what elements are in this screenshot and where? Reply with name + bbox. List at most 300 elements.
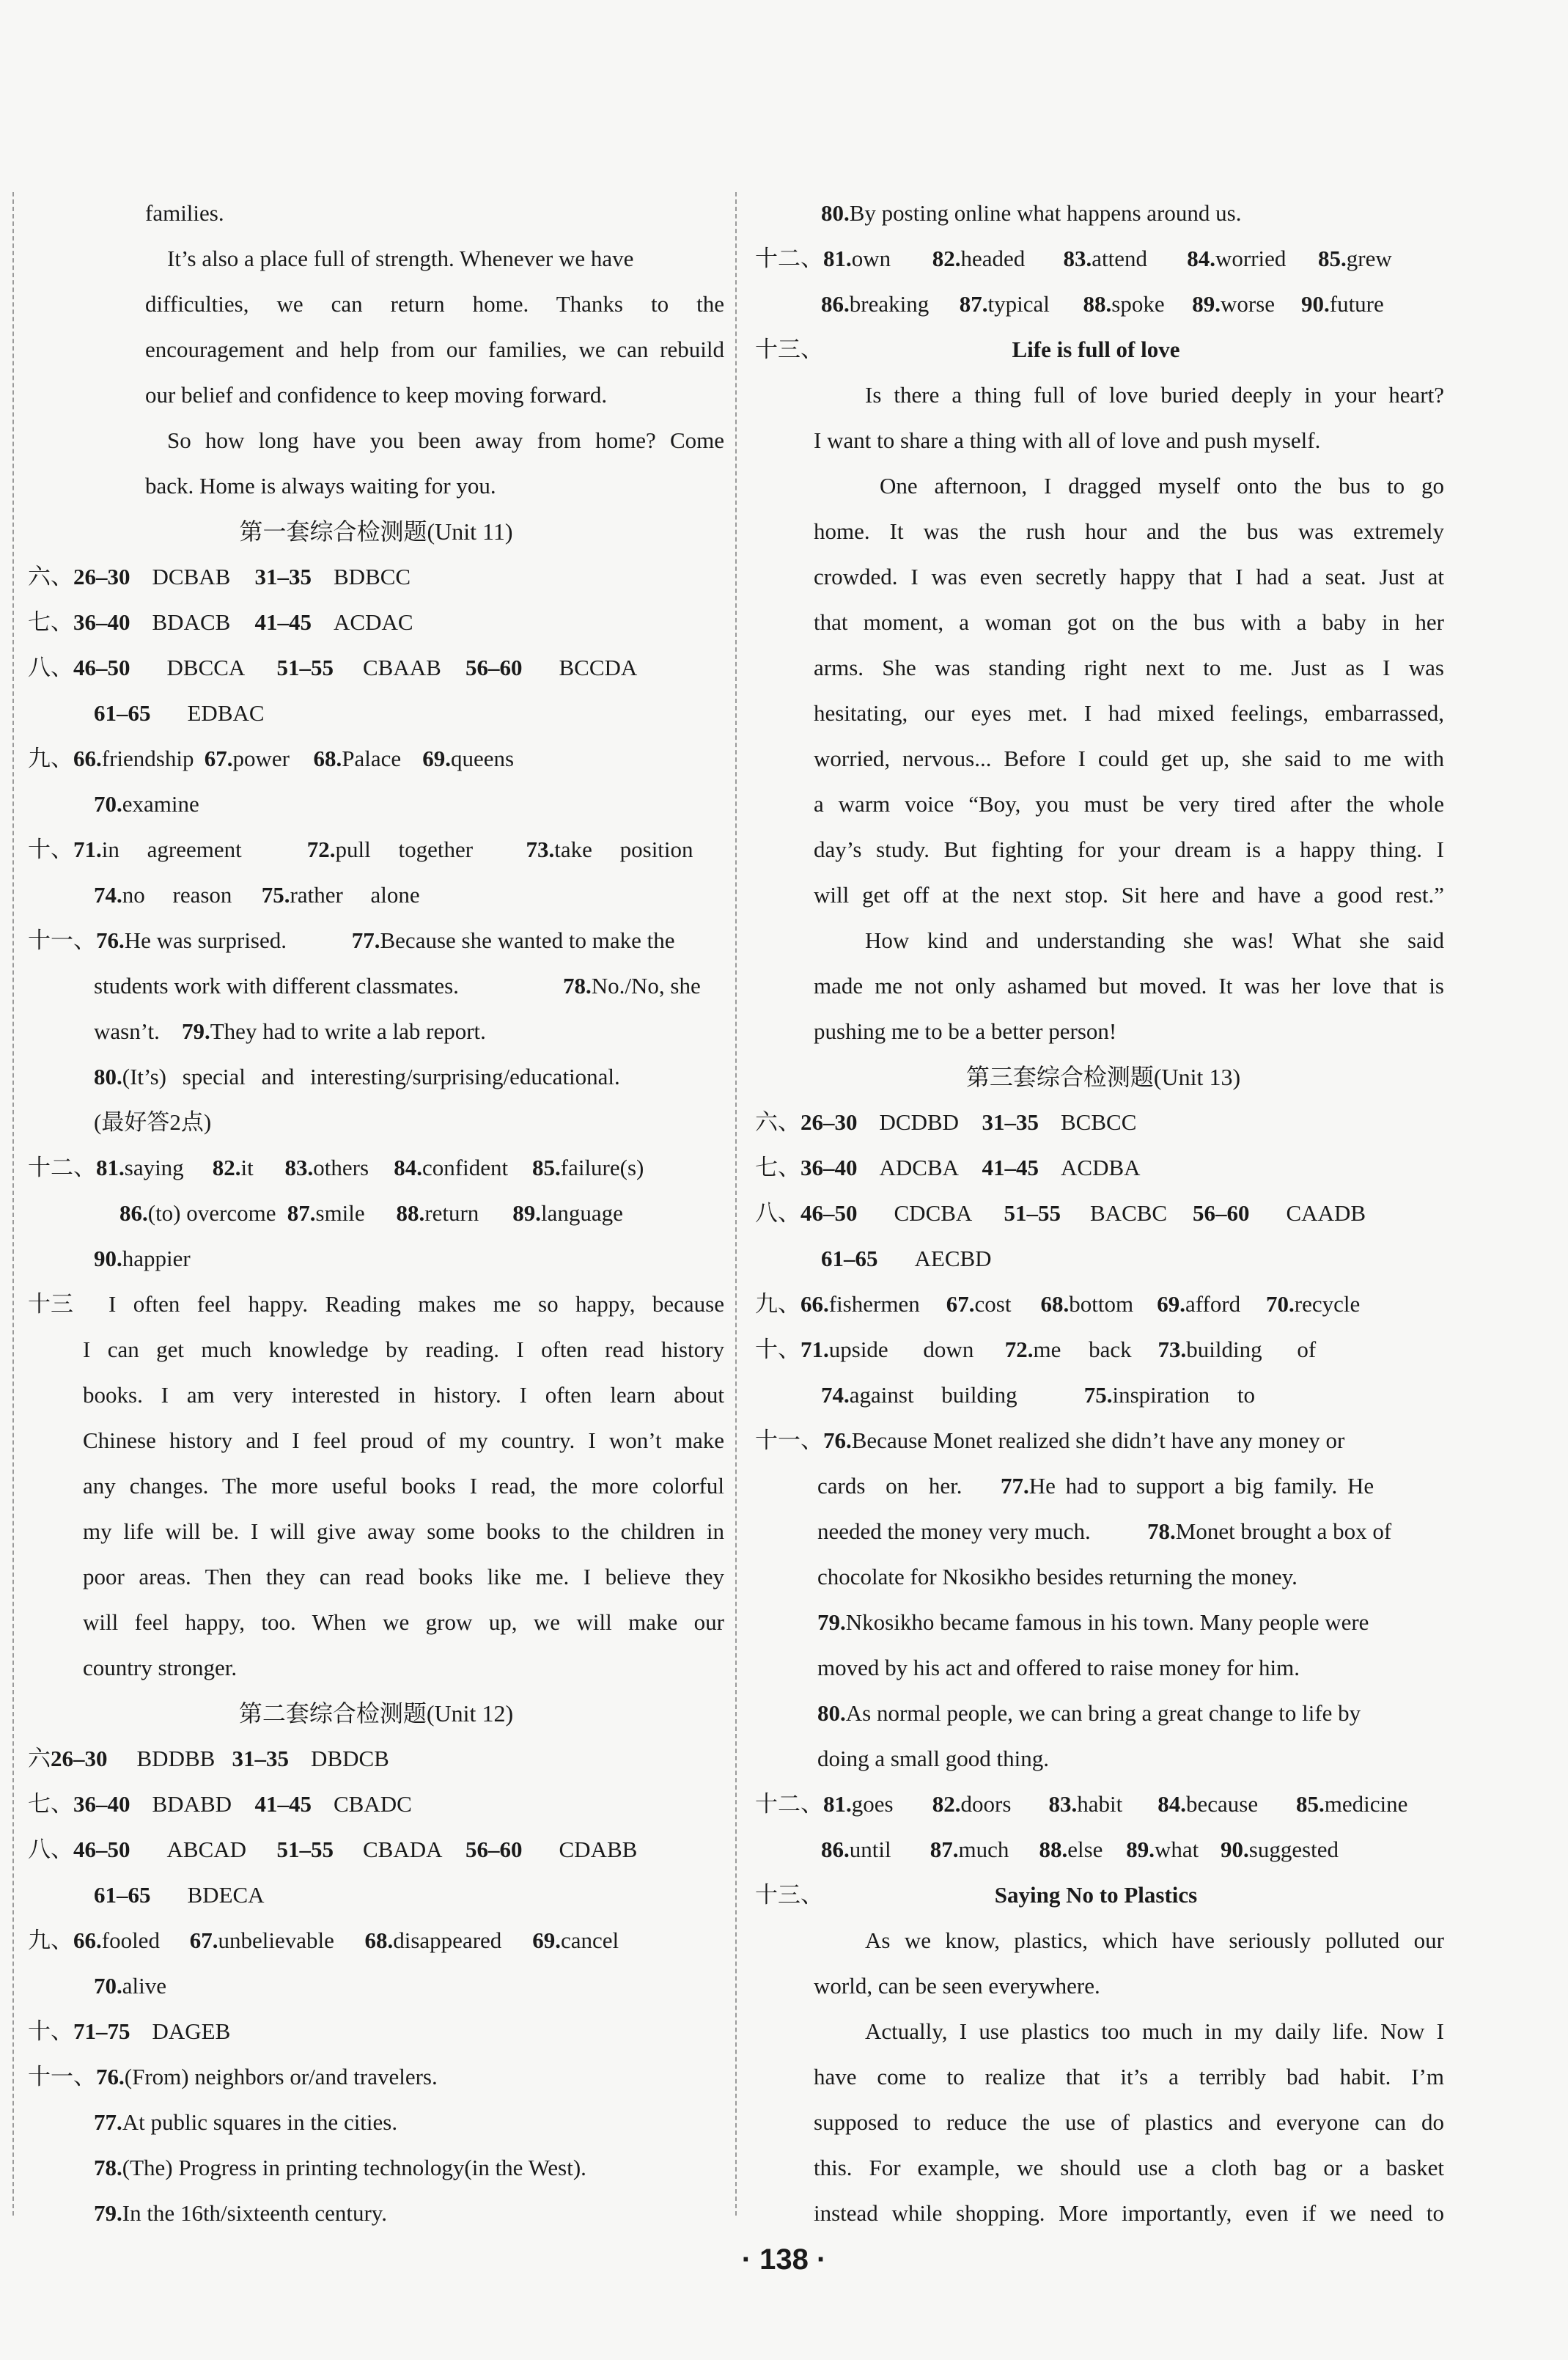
answer-text: attend	[1092, 246, 1147, 271]
item-number: 71.	[800, 1337, 829, 1362]
item-number: 88.	[396, 1200, 425, 1226]
item-number: 84.	[1187, 246, 1215, 271]
item-number: 69.	[532, 1927, 561, 1953]
answer-value: BCBCC	[1061, 1109, 1137, 1135]
answer-text: headed	[960, 246, 1026, 271]
answer-text: Monet brought a box of	[1175, 1518, 1392, 1544]
answer-value: CBADA	[363, 1837, 443, 1862]
item-number: 78.	[563, 973, 592, 999]
item-number: 84.	[394, 1155, 422, 1180]
answer-value: BDBCC	[334, 564, 411, 589]
answer-text: (From) neighbors or/and travelers.	[124, 2064, 438, 2089]
test3-section-6	[755, 1100, 1451, 1145]
test2-section-11-line	[28, 2100, 724, 2145]
test2-answer-80	[755, 191, 1451, 236]
section-mark: 十一、	[755, 1427, 823, 1453]
range-label: 41–45	[254, 1791, 312, 1817]
range-label: 46–50	[73, 1837, 130, 1862]
answer-value: BDECA	[187, 1882, 265, 1908]
section-mark: 九、	[755, 1291, 800, 1317]
item-number: 85.	[532, 1155, 561, 1180]
answer-text: confident	[422, 1155, 509, 1180]
answer-text: worried	[1215, 246, 1287, 271]
test3-section-11-line	[755, 1600, 1451, 1645]
answer-value: DBCCA	[166, 655, 246, 680]
test1-section-7	[28, 600, 724, 645]
answer-text: spoke	[1111, 291, 1165, 317]
essay-title: Saying No to Plastics	[994, 1882, 1198, 1908]
essay-line: arms. She was standing right next to me. Just as I was	[814, 655, 1444, 680]
answer-text: upside down	[828, 1337, 974, 1362]
item-number: 78.	[1147, 1518, 1176, 1544]
essay-line: will feel happy, too. When we grow up, we will make our	[83, 1609, 724, 1635]
range-label: 31–35	[982, 1109, 1039, 1135]
test1-title: 第一套综合检测题(Unit 11)	[239, 518, 513, 545]
answer-text: typical	[987, 291, 1050, 317]
answer-value: DBDCB	[311, 1746, 389, 1771]
answer-text: cost	[974, 1291, 1012, 1317]
answer-value: ACDAC	[334, 609, 413, 635]
essay-line: supposed to reduce the use of plastics and everyone can do	[814, 2109, 1444, 2135]
test1-section-12	[28, 1145, 724, 1191]
item-number: 70.	[94, 1973, 122, 1999]
section-mark: 九、	[28, 1927, 73, 1953]
answer-text: They had to write a lab report.	[210, 1018, 486, 1044]
essay-line: crowded. I was even secretly happy that I had a seat. Just at	[814, 564, 1444, 589]
answer-text: no reason	[122, 882, 232, 908]
section-mark: 七、	[755, 1155, 800, 1180]
section-mark: 八、	[28, 655, 73, 680]
essay-line: pushing me to be a better person!	[814, 1018, 1117, 1044]
essay-line: encouragement and help from our families, we can rebuild	[145, 337, 724, 362]
item-number: 77.	[94, 2109, 122, 2135]
item-number: 90.	[1221, 1837, 1249, 1862]
range-label: 36–40	[73, 1791, 130, 1817]
item-number: 74.	[94, 882, 122, 908]
answer-text: He was surprised.	[124, 927, 287, 953]
test1-section-11-line	[28, 1054, 724, 1100]
range-label: 61–65	[821, 1246, 878, 1271]
item-number: 79.	[817, 1609, 846, 1635]
answer-text: needed the money very much.	[817, 1518, 1091, 1544]
essay-line: my life will be. I will give away some books to the children in	[83, 1518, 724, 1544]
test3-section-11-line: moved by his act and offered to raise money for him.	[817, 1655, 1300, 1680]
answer-text: saying	[124, 1155, 184, 1180]
test3-section-7	[755, 1145, 1451, 1191]
item-number: 73.	[1157, 1337, 1187, 1362]
test2-section-10	[28, 2009, 724, 2054]
range-label: 41–45	[982, 1155, 1039, 1180]
answer-value: CDABB	[559, 1837, 638, 1862]
test3-section-11-line: doing a small good thing.	[817, 1746, 1050, 1771]
essay-line: that moment, a woman got on the bus with a baby in her	[814, 609, 1444, 635]
answer-text: until	[849, 1837, 891, 1862]
test2-section-11-line	[28, 2145, 724, 2191]
test3-section-10-cont	[755, 1372, 1451, 1418]
test1-section-12-cont	[28, 1236, 724, 1282]
item-number: 81.	[823, 246, 852, 271]
essay-line: Is there a thing full of love buried deeply in your heart?	[865, 382, 1444, 408]
test1-section-10	[28, 827, 724, 872]
essay-line: How kind and understanding she was! What she said	[865, 927, 1444, 953]
item-number: 67.	[189, 1927, 218, 1953]
answer-text: He had to support a big family. He	[1028, 1473, 1374, 1499]
answer-value: CBAAB	[363, 655, 441, 680]
test3-section-12	[755, 1782, 1451, 1827]
test1-section-11	[28, 918, 724, 963]
answer-value: BDDBB	[136, 1746, 216, 1771]
essay-line: books. I am very interested in history. I often learn about	[83, 1382, 724, 1408]
section-mark: 十、	[755, 1337, 800, 1362]
test1-section-10-cont	[28, 872, 724, 918]
answer-value: ADCBA	[879, 1155, 960, 1180]
answer-text: failure(s)	[560, 1155, 644, 1180]
answer-text: bottom	[1069, 1291, 1134, 1317]
item-number: 71.	[73, 837, 102, 862]
test1-section-8	[28, 645, 724, 691]
section-mark: 十一、	[28, 927, 96, 953]
answer-text: I often feel happy. Reading makes me so happy, because	[108, 1291, 724, 1317]
answer-text: in agreement	[101, 837, 242, 862]
section-mark: 十二、	[755, 246, 823, 271]
test1-section-11-line	[28, 963, 724, 1009]
range-label: 56–60	[465, 655, 523, 680]
item-number: 72.	[1004, 1337, 1034, 1362]
range-label: 61–65	[94, 1882, 151, 1908]
answer-text: friendship	[101, 746, 194, 771]
item-number: 80.	[821, 200, 850, 226]
answer-text: building of	[1186, 1337, 1317, 1362]
answer-text: cancel	[561, 1927, 619, 1953]
essay-line: world, can be seen everywhere.	[814, 1973, 1100, 1999]
answer-text: fooled	[101, 1927, 160, 1953]
range-label: 36–40	[73, 609, 130, 635]
answer-text: cards on her.	[817, 1473, 962, 1499]
item-number: 79.	[182, 1018, 210, 1044]
essay-line: will get off at the next stop. Sit here and have a good rest.”	[814, 882, 1444, 908]
item-number: 87.	[930, 1837, 959, 1862]
answer-value: DCDBD	[879, 1109, 960, 1135]
range-label: 56–60	[465, 1837, 523, 1862]
section-mark: 七、	[28, 609, 73, 635]
item-number: 88.	[1039, 1837, 1068, 1862]
answer-text: recycle	[1294, 1291, 1361, 1317]
test3-section-11-line	[755, 1463, 1451, 1509]
answer-text: grew	[1346, 246, 1392, 271]
item-number: 70.	[94, 791, 122, 817]
item-number: 84.	[1157, 1791, 1186, 1817]
section-mark: 十二、	[28, 1155, 96, 1180]
essay-line: One afternoon, I dragged myself onto the bus to go	[880, 473, 1444, 499]
section-mark: 六、	[755, 1109, 800, 1135]
item-number: 66.	[73, 1927, 102, 1953]
answer-text: medicine	[1324, 1791, 1408, 1817]
answer-text: unbelievable	[218, 1927, 334, 1953]
center-dashed-rule	[735, 192, 737, 2216]
item-number: 76.	[96, 2064, 125, 2089]
answer-text: against building	[849, 1382, 1017, 1408]
item-number: 69.	[422, 746, 451, 771]
item-number: 76.	[96, 927, 125, 953]
answer-text: worse	[1221, 291, 1276, 317]
answer-text: else	[1067, 1837, 1103, 1862]
item-number: 77.	[1001, 1473, 1029, 1499]
test2-section-8-cont	[28, 1872, 724, 1918]
item-number: 75.	[1083, 1382, 1113, 1408]
test1-section-12-cont	[28, 1191, 724, 1236]
item-number: 83.	[1063, 246, 1092, 271]
range-label: 56–60	[1193, 1200, 1250, 1226]
answer-text: alive	[122, 1973, 166, 1999]
answer-value: CBADC	[334, 1791, 412, 1817]
test3-section-12-cont	[755, 1827, 1451, 1872]
answer-value: ACDBA	[1061, 1155, 1141, 1180]
range-label: 71–75	[73, 2018, 130, 2044]
answer-text: fishermen	[828, 1291, 920, 1317]
essay-line: I can get much knowledge by reading. I often read history	[83, 1337, 724, 1362]
item-number: 81.	[96, 1155, 125, 1180]
section-mark: 十、	[28, 2018, 73, 2044]
essay-line: home. It was the rush hour and the bus was extremely	[814, 518, 1444, 544]
item-number: 87.	[287, 1200, 316, 1226]
answer-text: suggested	[1248, 1837, 1339, 1862]
section-mark: 十、	[28, 837, 73, 862]
item-number: 77.	[351, 927, 380, 953]
item-number: 88.	[1083, 291, 1112, 317]
item-number: 86.	[119, 1200, 148, 1226]
item-number: 73.	[526, 837, 555, 862]
answer-value: BCCDA	[559, 655, 638, 680]
essay-line: instead while shopping. More importantly, even if we need to	[814, 2200, 1444, 2226]
item-number: 75.	[261, 882, 290, 908]
section-mark: 六、	[28, 564, 73, 589]
essay-line: difficulties, we can return home. Thanks to the	[145, 291, 724, 317]
essay-line: our belief and confidence to keep moving forward.	[145, 382, 608, 408]
range-label: 31–35	[254, 564, 312, 589]
test3-section-8	[755, 1191, 1451, 1236]
test2-section-9	[28, 1918, 724, 1963]
item-number: 83.	[284, 1155, 314, 1180]
answer-text: inspiration to	[1112, 1382, 1255, 1408]
answer-text: Because Monet realized she didn’t have any money or	[851, 1427, 1345, 1453]
item-number: 70.	[1266, 1291, 1295, 1317]
test1-section-11-line	[28, 1009, 724, 1054]
range-label: 26–30	[800, 1109, 858, 1135]
essay-line: families.	[145, 200, 224, 226]
item-number: 90.	[94, 1246, 122, 1271]
item-number: 67.	[204, 746, 233, 771]
test2-section-11-line	[28, 2191, 724, 2236]
answer-text: take position	[554, 837, 693, 862]
item-number: 86.	[821, 1837, 850, 1862]
test3-essay-heading	[755, 1872, 1451, 1918]
section-mark: 十三	[28, 1291, 73, 1317]
item-number: 68.	[1040, 1291, 1070, 1317]
test1-section-11-note: (最好答2点)	[94, 1109, 212, 1135]
section-mark: 九、	[28, 746, 73, 771]
answer-value: DCBAB	[152, 564, 231, 589]
answer-text: habit	[1077, 1791, 1123, 1817]
answer-text: (The) Progress in printing technology(in the West).	[122, 2155, 586, 2180]
answer-text: return	[424, 1200, 479, 1226]
answer-text: (to) overcome	[147, 1200, 276, 1226]
answer-text: others	[313, 1155, 369, 1180]
answer-text: queens	[451, 746, 515, 771]
answer-text: what	[1155, 1837, 1199, 1862]
answer-value: BDABD	[152, 1791, 232, 1817]
section-mark: 八、	[28, 1837, 73, 1862]
answer-text: smile	[315, 1200, 365, 1226]
essay-line: It’s also a place full of strength. Whenever we have	[167, 246, 634, 271]
answer-text: goes	[851, 1791, 894, 1817]
range-label: 51–55	[1004, 1200, 1061, 1226]
answer-text: future	[1329, 291, 1384, 317]
item-number: 67.	[946, 1291, 975, 1317]
item-number: 90.	[1301, 291, 1330, 317]
essay-line: worried, nervous... Before I could get up, she said to me with	[814, 746, 1444, 771]
answer-text: it	[240, 1155, 254, 1180]
answer-text: language	[541, 1200, 623, 1226]
range-label: 26–30	[73, 564, 130, 589]
answer-text: me back	[1033, 1337, 1132, 1362]
answer-text: doors	[960, 1791, 1012, 1817]
test1-section-9	[28, 736, 724, 782]
answer-value: BDACB	[152, 609, 231, 635]
essay-line: As we know, plastics, which have seriously polluted our	[865, 1927, 1444, 1953]
essay-line: made me not only ashamed but moved. It was her love that is	[814, 973, 1444, 999]
item-number: 87.	[959, 291, 988, 317]
range-label: 46–50	[800, 1200, 858, 1226]
essay-line: Chinese history and I feel proud of my country. I won’t make	[83, 1427, 724, 1453]
item-number: 74.	[821, 1382, 850, 1408]
essay-line: a warm voice “Boy, you must be very tired after the whole	[814, 791, 1444, 817]
answer-value: DAGEB	[152, 2018, 231, 2044]
item-number: 89.	[512, 1200, 541, 1226]
test2-essay-heading	[755, 327, 1451, 372]
item-number: 66.	[800, 1291, 829, 1317]
test2-section-11	[28, 2054, 724, 2100]
essay-line: hesitating, our eyes met. I had mixed feelings, embarrassed,	[814, 700, 1444, 726]
answer-text: (It’s) special and interesting/surprising/educational.	[122, 1064, 620, 1089]
test1-section-13	[28, 1282, 724, 1327]
section-mark: 十三、	[755, 1882, 823, 1908]
item-number: 82.	[932, 1791, 961, 1817]
answer-text: happier	[122, 1246, 191, 1271]
test3-section-10	[755, 1327, 1451, 1372]
range-label: 61–65	[94, 700, 151, 726]
item-number: 83.	[1048, 1791, 1078, 1817]
right-column	[755, 191, 1451, 2236]
test2-section-12-cont	[755, 282, 1451, 327]
answer-text: breaking	[849, 291, 930, 317]
section-mark: 十一、	[28, 2064, 96, 2089]
section-mark: 十二、	[755, 1791, 823, 1817]
answer-text: pull together	[335, 837, 474, 862]
essay-line: have come to realize that it’s a terribly bad habit. I’m	[814, 2064, 1444, 2089]
left-column	[28, 191, 724, 2236]
test2-title: 第二套综合检测题(Unit 12)	[238, 1700, 514, 1727]
item-number: 85.	[1318, 246, 1347, 271]
answer-text: By posting online what happens around us.	[849, 200, 1242, 226]
test2-section-7	[28, 1782, 724, 1827]
answer-text: examine	[122, 791, 199, 817]
answer-text: In the 16th/sixteenth century.	[122, 2200, 388, 2226]
item-number: 82.	[212, 1155, 241, 1180]
left-dashed-rule	[12, 192, 14, 2216]
essay-line: country stronger.	[83, 1655, 238, 1680]
item-number: 80.	[94, 1064, 122, 1089]
section-mark: 六	[28, 1746, 51, 1771]
answer-text: much	[958, 1837, 1009, 1862]
range-label: 51–55	[276, 655, 334, 680]
answer-text: Because she wanted to make the	[380, 927, 675, 953]
range-label: 26–30	[51, 1746, 108, 1771]
section-mark: 七、	[28, 1791, 73, 1817]
test3-section-11-line	[755, 1691, 1451, 1736]
answer-text: afford	[1185, 1291, 1241, 1317]
item-number: 80.	[817, 1700, 846, 1726]
item-number: 68.	[364, 1927, 394, 1953]
answer-text: wasn’t.	[94, 1018, 160, 1044]
answer-text: because	[1186, 1791, 1259, 1817]
item-number: 85.	[1296, 1791, 1325, 1817]
test2-section-9-cont	[28, 1963, 724, 2009]
item-number: 76.	[823, 1427, 852, 1453]
answer-text: At public squares in the cities.	[122, 2109, 398, 2135]
test3-title: 第三套综合检测题(Unit 13)	[965, 1064, 1241, 1090]
essay-line: this. For example, we should use a cloth bag or a basket	[814, 2155, 1444, 2180]
item-number: 69.	[1157, 1291, 1185, 1317]
answer-value: ABCAD	[166, 1837, 247, 1862]
item-number: 86.	[821, 291, 850, 317]
test3-section-11-line	[755, 1509, 1451, 1554]
item-number: 89.	[1126, 1837, 1155, 1862]
answer-value: BACBC	[1090, 1200, 1168, 1226]
answer-text: Nkosikho became famous in his town. Many people were	[845, 1609, 1369, 1635]
essay-line: any changes. The more useful books I read, the more colorful	[83, 1473, 724, 1499]
test3-section-9	[755, 1282, 1451, 1327]
page-number: · 138 ·	[741, 2243, 827, 2276]
range-label: 51–55	[276, 1837, 334, 1862]
item-number: 66.	[73, 746, 102, 771]
answer-text: No./No, she	[591, 973, 701, 999]
essay-title: Life is full of love	[1012, 337, 1180, 362]
test3-section-11	[755, 1418, 1451, 1463]
essay-line: Actually, I use plastics too much in my daily life. Now I	[865, 2018, 1444, 2044]
item-number: 68.	[313, 746, 342, 771]
essay-line: I want to share a thing with all of love and push myself.	[814, 427, 1321, 453]
item-number: 81.	[823, 1791, 852, 1817]
test2-section-8	[28, 1827, 724, 1872]
test1-section-9-cont	[28, 782, 724, 827]
essay-line: day’s study. But fighting for your dream is a happy thing. I	[814, 837, 1444, 862]
test1-section-8-cont	[28, 691, 724, 736]
test2-section-6	[28, 1736, 724, 1782]
answer-text: rather alone	[290, 882, 420, 908]
answer-value: CAADB	[1286, 1200, 1366, 1226]
answer-text: power	[232, 746, 290, 771]
answer-value: CDCBA	[894, 1200, 973, 1226]
test3-section-11-line: chocolate for Nkosikho besides returning the money.	[817, 1564, 1298, 1589]
answer-value: AECBD	[914, 1246, 992, 1271]
answer-value: EDBAC	[187, 700, 265, 726]
essay-line: poor areas. Then they can read books like me. I believe they	[83, 1564, 724, 1589]
essay-line: So how long have you been away from home? Come	[167, 427, 724, 453]
item-number: 79.	[94, 2200, 122, 2226]
item-number: 89.	[1192, 291, 1221, 317]
essay-line: back. Home is always waiting for you.	[145, 473, 496, 499]
test2-section-12	[755, 236, 1451, 282]
